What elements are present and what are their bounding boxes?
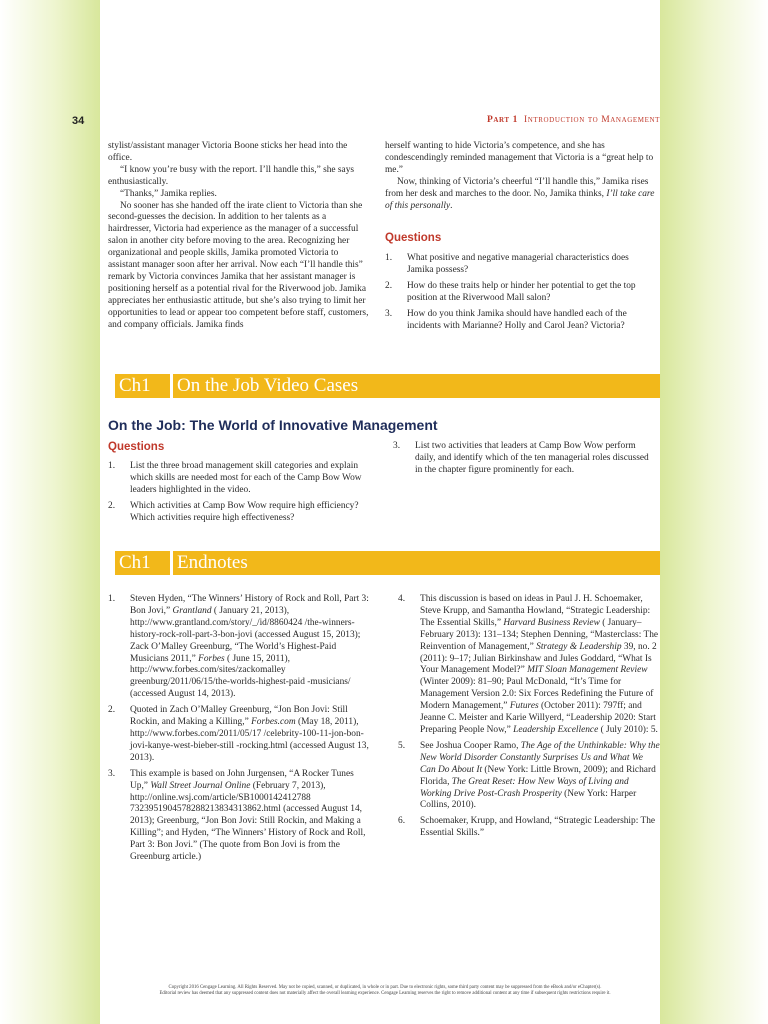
item-text: This example is based on John Jurgensen, “A Rocker Tunes Up,” Wall Street Journal Online (February 7, 2013), http://online.wsj.com/article/SB1000142412788 7323951904578288213834313862.html (accessed August 14, 2013); Greenburg, “Jon Bon Jovi: Still Rockin, and Making a Killing”; and Hyden, “The Winners’ History of Rock and Roll, Part 3: Bon Jovi.” (The quote from Bon Jovi is from the Greenburg article.) xyxy=(130,768,366,863)
questions-heading: Questions xyxy=(385,232,442,244)
item-number: 3. xyxy=(393,441,401,451)
chapter-tag: Ch1 xyxy=(115,551,173,575)
list-item xyxy=(398,741,660,812)
list-item xyxy=(398,816,660,840)
list-item xyxy=(398,594,660,737)
item-text: See Joshua Cooper Ramo, The Age of the Unthinkable: Why the New World Disorder Constantly Surprises Us and What We Can Do About It (New York: Little Brown, 2009); and Richard Florida, The Great Reset: How New Ways of Living and Working Drive Post-Crash Prosperity (New York: Harper Collins, 2010). xyxy=(420,740,660,811)
item-number: 5. xyxy=(398,740,406,751)
endnotes-left-column xyxy=(108,594,373,868)
item-number: 6. xyxy=(398,816,406,827)
story-left-column xyxy=(108,141,370,332)
questions-section xyxy=(385,232,657,336)
story-paragraph: No sooner has she handed off the irate client to Victoria than she second-guesses the decision. In addition to her talents as a hairdresser, Victoria had experience as the manager of a successful salon in another city before moving to the area. Recognizing her organizational and people skills, Jamika promoted Victoria to assistant manager soon after her arrival. Now each “I’ll handle this” remark by Victoria convinces Jamika that her assistant manager is positioning herself as a potential rival for the Riverwood job. Jamika appreciates her enthusiastic attitude, but she’s also trying to limit her opportunities to lead or appear too competent before staff, customers, and company officials. Jamika finds xyxy=(108,200,369,330)
story-paragraph: “Thanks,” Jamika replies. xyxy=(120,188,217,199)
video-questions-list xyxy=(108,461,370,525)
video-questions-left xyxy=(108,441,370,529)
endnotes-list xyxy=(108,594,373,864)
item-text: What positive and negative managerial characteristics does Jamika possess? xyxy=(407,253,629,275)
video-questions-heading: Questions xyxy=(108,441,165,453)
section-banner-video-cases xyxy=(115,374,660,398)
running-head xyxy=(487,115,660,125)
video-questions-right xyxy=(393,441,657,481)
story-paragraph: stylist/assistant manager Victoria Boone sticks her head into the office. xyxy=(108,141,348,163)
banner-title: Endnotes xyxy=(177,552,248,573)
video-questions-list xyxy=(393,441,657,477)
endnotes-list xyxy=(398,594,660,840)
item-text: This discussion is based on ideas in Paul J. H. Schoemaker, Steve Krupp, and Samantha Howland, “Strategic Leadership: The Essential Skills,” Harvard Business Review ( January–February 2013): 131–134; Stephen Denning, “Masterclass: The Reinvention of Management,” Strategy & Leadership 39, no. 2 (2011): 9–17; Julian Birkinshaw and Jules Goddard, “What Is Your Management Model?” MIT Sloan Management Review (Winter 2009): 81–90; Paul McDonald, “It’s Time for Management Version 2.0: Six Forces Redefining the Future of Modern Management,” Futures (October 2011): 797ff; and Jeanne C. Meister and Karie Willyerd, “Leadership 2020: Start Preparing People Now,” Leadership Excellence ( July 2010): 5. xyxy=(420,594,659,735)
item-text: List the three broad management skill categories and explain which skills are needed most for each of the Camp Bow Wow leaders highlighted in the video. xyxy=(130,461,362,495)
list-item xyxy=(108,501,370,525)
section-banner-endnotes xyxy=(115,551,660,575)
copyright-notice xyxy=(95,985,675,997)
left-gradient-margin xyxy=(0,0,100,1024)
list-item xyxy=(108,594,373,701)
questions-list xyxy=(385,253,657,332)
item-number: 1. xyxy=(385,253,393,263)
list-item xyxy=(108,769,373,864)
list-item xyxy=(385,253,657,277)
item-number: 3. xyxy=(108,768,116,779)
item-text: Which activities at Camp Bow Wow require high efficiency? Which activities require high effectiveness? xyxy=(130,500,359,523)
copyright-line: Editorial review has deemed that any suppressed content does not materially affect the overall learning experience. Cengage Learning reserves the right to remove additional content at any time if subsequent rights restrictions require it. xyxy=(159,991,611,996)
running-head-title: Introduction to Management xyxy=(523,115,660,125)
item-text: How do you think Jamika should have handled each of the incidents with Marianne? Holly and Carol Jean? Victoria? xyxy=(407,308,627,331)
story-right-column xyxy=(385,141,657,212)
endnotes-right-column xyxy=(398,594,660,844)
item-text: Quoted in Zach O’Malley Greenburg, “Jon Bon Jovi: Still Rockin, and Making a Killing,” Forbes.com (May 18, 2011), http://www.forbes.com/2011/05/17 /celebrity-100-11-jon-bon-jovi-kanye-west-bieber-still -rocking.html (accessed August 13, 2013). xyxy=(130,705,369,763)
list-item xyxy=(108,461,370,497)
banner-title: On the Job Video Cases xyxy=(177,375,359,396)
item-number: 4. xyxy=(398,594,406,604)
list-item xyxy=(393,441,657,477)
video-case-title: On the Job: The World of Innovative Management xyxy=(108,417,438,433)
story-paragraph: “I know you’re busy with the report. I’ll handle this,” she says enthusiastically. xyxy=(108,164,355,187)
list-item xyxy=(385,309,657,333)
running-head-part: Part 1 xyxy=(486,115,518,125)
story-paragraph: herself wanting to hide Victoria’s competence, and she has condescendingly reminded management that Victoria is a “great help to me.” xyxy=(385,141,654,175)
story-paragraph: Now, thinking of Victoria’s cheerful “I’ll handle this,” Jamika rises from her desk and marches to the door. No, Jamika thinks, I’ll take care of this personally. xyxy=(385,176,655,211)
copyright-line: Copyright 2016 Cengage Learning. All Rights Reserved. May not be copied, scanned, or duplicated, in whole or in part. Due to electronic rights, some third party content may be suppressed from the eBook and/or eChapter(s). xyxy=(168,985,602,990)
page-number: 34 xyxy=(72,115,85,127)
chapter-tag: Ch1 xyxy=(115,374,173,398)
item-number: 1. xyxy=(108,461,116,471)
item-number: 3. xyxy=(385,308,393,319)
item-text: Steven Hyden, “The Winners’ History of Rock and Roll, Part 3: Bon Jovi,” Grantland ( January 21, 2013), http://www.grantland.com/story/_/id/8860424 /the-winners-history-rock-roll-part-3-bon-jovi (accessed August 15, 2013); Zack O’Malley Greenburg, “The World’s Highest-Paid Musicians 2011,” Forbes ( June 15, 2011), http://www.forbes.com/sites/zackomalley greenburg/2011/06/15/the-worlds-highest-paid -musicians/ (accessed August 14, 2013). xyxy=(130,594,369,700)
item-number: 2. xyxy=(108,705,116,716)
list-item xyxy=(108,705,373,765)
right-gradient-margin xyxy=(660,0,768,1024)
item-number: 2. xyxy=(108,500,116,511)
item-text: Schoemaker, Krupp, and Howland, “Strategic Leadership: The Essential Skills.” xyxy=(420,816,656,839)
item-text: How do these traits help or hinder her potential to get the top position at the Riverwood Mall salon? xyxy=(407,280,636,303)
item-text: List two activities that leaders at Camp Bow Wow perform daily, and identify which of the ten managerial roles discussed in the chapter figure prominently for each. xyxy=(415,441,649,475)
list-item xyxy=(385,281,657,305)
item-number: 1. xyxy=(108,594,116,604)
item-number: 2. xyxy=(385,280,393,291)
